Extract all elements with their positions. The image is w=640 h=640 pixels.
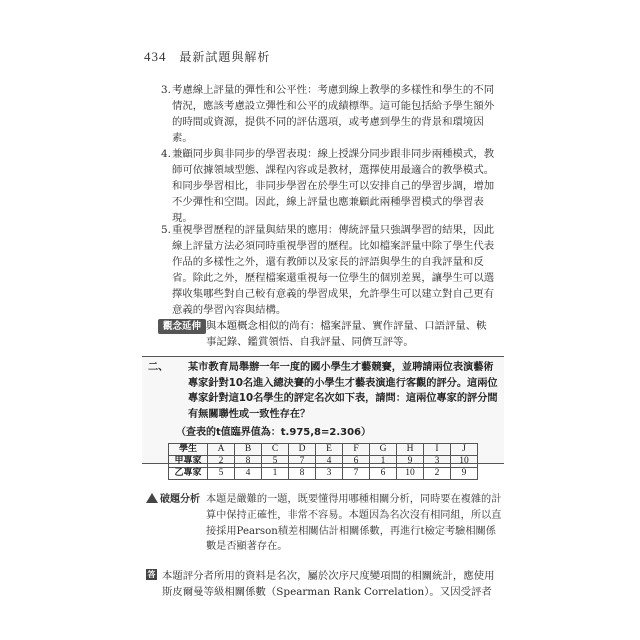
analysis-tag: 破題分析 [160,494,200,505]
table-cell: 7 [343,468,370,480]
table-cell: 4 [235,468,262,480]
table-header-cell: C [262,444,289,456]
table-cell: 2 [424,468,451,480]
list-item-5 [161,222,502,318]
analysis-heading [146,492,200,508]
list-item-3 [161,82,502,146]
table-cell: 9 [397,456,424,468]
score-table [168,443,478,480]
row-label: 甲專家 [169,456,208,468]
table-cell: 8 [235,456,262,468]
table-row [169,456,478,468]
table-header-cell: B [235,444,262,456]
table-cell: 5 [262,456,289,468]
item-number: 3. [161,84,171,96]
item-text: 考慮線上評量的彈性和公平性：考慮到線上教學的多樣性和學生的不同情況，應該考慮設立彈性和公平的成績標準。這可能包括給予學生額外的時間或資源，提供不同的評估選項，或考慮到學生的背景和環境因素。 [172,84,495,144]
book-title: 最新試題與解析 [179,50,271,64]
table-cell: 1 [262,468,289,480]
table-row [169,468,478,480]
table-header-cell: E [316,444,343,456]
table-cell: 6 [370,468,397,480]
table-header-cell: F [343,444,370,456]
page-number: 434 [144,49,167,64]
table-cell: 3 [424,456,451,468]
table-cell: 5 [208,468,235,480]
item-text: 重視學習歷程的評量與結果的應用：傳統評量只強調學習的結果，因此線上評量方法必須同時重視學習的歷程。比如檔案評量中除了學生代表作品的多樣性之外，還有教師以及家長的評語與學生的自我評量和反省。除此之外，歷程檔案還重視每一位學生的個別差異，讓學生可以選擇收集哪些對自己較有意義的學習成果，允許學生可以建立對自己更有意義的學習內容與結構。 [172,224,495,316]
page-header [144,48,270,65]
question-note: （查表的t值臨界值為：t.975,8=2.306） [176,427,371,438]
list-item-4 [161,146,502,226]
question-text: 某市教育局舉辦一年一度的國小學生才藝競賽，並聘請兩位表演藝術專家針對10名進入總決賽的小學生才藝表演進行客觀的評分。這兩位專家針對這10名學生的評定名次如下表，請問：這兩位專家的評分間有無關聯性或一致性存在？ [188,362,498,420]
table-header-cell: I [424,444,451,456]
item-text: 兼顧同步與非同步的學習表現：線上授課分同步跟非同步兩種模式，教師可依據領域型態、課程內容或是教材，選擇使用最適合的教學模式。和同步學習相比，非同步學習在於學生可以安排自己的學習步調，增加不少彈性和空間。因此，線上評量也應兼顧此兩種學習模式的學習表現。 [172,148,495,224]
answer-icon: 答 [147,570,156,579]
table-cell: 10 [397,468,424,480]
table-cell: 9 [451,468,478,480]
table-row [169,444,478,456]
row-label: 乙專家 [169,468,208,480]
table-cell: 4 [316,456,343,468]
table-header-cell: 學生 [169,444,208,456]
table-cell: 10 [451,456,478,468]
table-cell: 8 [289,468,316,480]
table-cell: 3 [316,468,343,480]
table-cell: 7 [289,456,316,468]
table-cell: 1 [370,456,397,468]
table-header-cell: J [451,444,478,456]
analysis-text: 本題是嚴難的一題，既要懂得用哪種相關分析，同時要在複雜的計算中保持正確性，非常不容易。本題因為名次沒有相同組，所以直接採用Pearson積差相關估計相關係數，再進行t檢定考驗相關係數是否顯著存在。 [206,494,502,553]
answer-text: 本題評分者所用的資料是名次，屬於次序尺度變項間的相關統計，應使用斯皮爾曼等級相關係數（Spearman Rank Correlation）。又因受評者 [162,570,495,598]
table-cell: 2 [208,456,235,468]
concept-extension [158,318,498,348]
table-header-cell: G [370,444,397,456]
concept-tag: 觀念延伸 [158,319,206,334]
item-number: 4. [161,148,171,160]
item-number: 5. [161,224,171,236]
table-header-cell: H [397,444,424,456]
concept-text: 與本題概念相似的尚有：檔案評量、實作評量、口語評量、軼事記錄、鑑賞領悟、自我評量、同儕互評等。 [206,320,487,348]
table-header-cell: D [289,444,316,456]
warning-triangle-icon [146,493,158,503]
table-cell: 6 [343,456,370,468]
question-number: 二、 [148,362,169,373]
table-header-cell: A [208,444,235,456]
